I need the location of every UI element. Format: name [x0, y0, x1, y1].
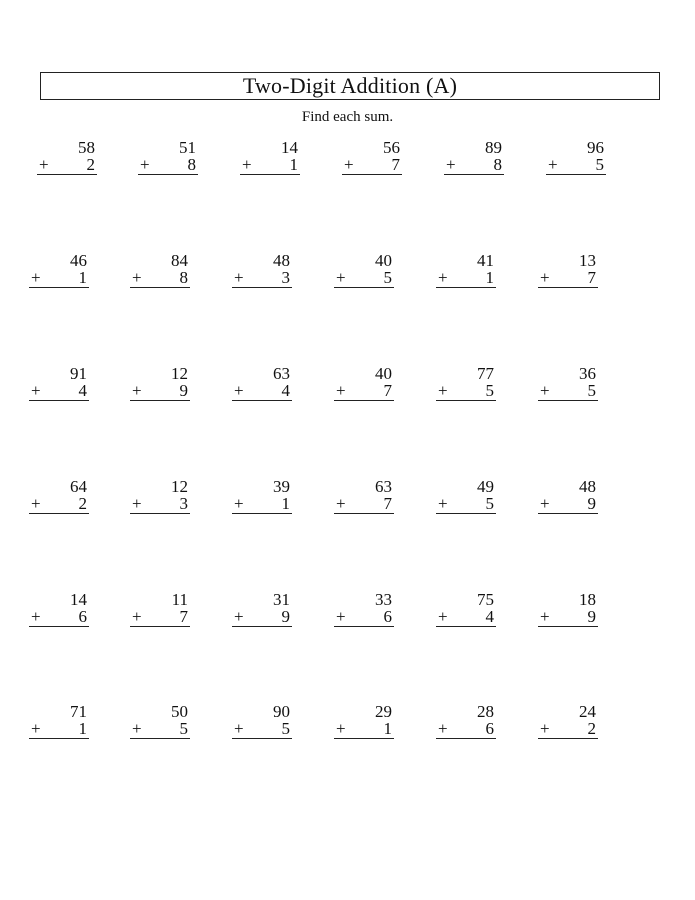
augend: 13	[579, 251, 596, 270]
augend: 96	[587, 138, 604, 157]
worksheet-title-box	[40, 72, 660, 100]
addend-line	[436, 608, 496, 627]
addend-line	[37, 156, 97, 175]
augend: 50	[171, 702, 188, 721]
addition-problem	[334, 252, 394, 288]
augend: 71	[70, 702, 87, 721]
addend: 8	[179, 268, 188, 287]
addition-problem	[37, 139, 97, 175]
addition-problem	[29, 252, 89, 288]
plus-sign: +	[132, 494, 142, 513]
augend: 49	[477, 477, 494, 496]
plus-sign: +	[234, 719, 244, 738]
addition-problem	[436, 252, 496, 288]
addend-line	[29, 720, 89, 739]
addition-problem	[232, 703, 292, 739]
addend-line	[546, 156, 606, 175]
augend: 84	[171, 251, 188, 270]
addition-problem	[546, 139, 606, 175]
augend: 41	[477, 251, 494, 270]
plus-sign: +	[540, 381, 550, 400]
addend-line	[240, 156, 300, 175]
plus-sign: +	[31, 381, 41, 400]
augend: 40	[375, 251, 392, 270]
plus-sign: +	[446, 155, 456, 174]
plus-sign: +	[31, 268, 41, 287]
plus-sign: +	[234, 268, 244, 287]
augend: 33	[375, 590, 392, 609]
addend: 3	[179, 494, 188, 513]
addend: 5	[587, 381, 596, 400]
plus-sign: +	[438, 494, 448, 513]
augend: 91	[70, 364, 87, 383]
plus-sign: +	[140, 155, 150, 174]
augend: 12	[171, 364, 188, 383]
addend: 7	[179, 607, 188, 626]
addend-line	[334, 608, 394, 627]
addend: 8	[493, 155, 502, 174]
addend-line	[130, 608, 190, 627]
addend-line	[130, 720, 190, 739]
addition-problem	[538, 591, 598, 627]
plus-sign: +	[548, 155, 558, 174]
addition-problem	[342, 139, 402, 175]
addend: 1	[383, 719, 392, 738]
addend: 1	[485, 268, 494, 287]
plus-sign: +	[438, 719, 448, 738]
addition-problem	[130, 252, 190, 288]
augend: 64	[70, 477, 87, 496]
plus-sign: +	[540, 268, 550, 287]
addend: 4	[78, 381, 87, 400]
plus-sign: +	[39, 155, 49, 174]
augend: 90	[273, 702, 290, 721]
plus-sign: +	[234, 607, 244, 626]
addend-line	[334, 720, 394, 739]
addition-problem	[334, 365, 394, 401]
addition-problem	[436, 703, 496, 739]
addend-line	[232, 720, 292, 739]
plus-sign: +	[242, 155, 252, 174]
addition-problem	[29, 478, 89, 514]
plus-sign: +	[336, 268, 346, 287]
addend: 6	[78, 607, 87, 626]
augend: 89	[485, 138, 502, 157]
addend-line	[444, 156, 504, 175]
addition-problem	[232, 252, 292, 288]
addend-line	[130, 269, 190, 288]
addend-line	[334, 382, 394, 401]
addend-line	[138, 156, 198, 175]
addition-problem	[232, 365, 292, 401]
augend: 18	[579, 590, 596, 609]
addition-problem	[538, 252, 598, 288]
addend-line	[538, 720, 598, 739]
augend: 48	[273, 251, 290, 270]
addend-line	[29, 608, 89, 627]
addend: 5	[179, 719, 188, 738]
addition-problem	[436, 365, 496, 401]
addend-line	[334, 495, 394, 514]
addition-problem	[538, 365, 598, 401]
plus-sign: +	[540, 607, 550, 626]
addend-line	[436, 720, 496, 739]
addend-line	[232, 495, 292, 514]
addition-problem	[334, 703, 394, 739]
plus-sign: +	[31, 607, 41, 626]
addend: 5	[485, 494, 494, 513]
addition-problem	[334, 591, 394, 627]
addition-problem	[538, 478, 598, 514]
addend: 7	[587, 268, 596, 287]
augend: 58	[78, 138, 95, 157]
addend-line	[232, 269, 292, 288]
addend-line	[29, 269, 89, 288]
plus-sign: +	[438, 268, 448, 287]
addition-problem	[444, 139, 504, 175]
plus-sign: +	[31, 719, 41, 738]
addend: 1	[289, 155, 298, 174]
augend: 51	[179, 138, 196, 157]
addend: 5	[595, 155, 604, 174]
augend: 48	[579, 477, 596, 496]
addition-problem	[29, 591, 89, 627]
plus-sign: +	[234, 494, 244, 513]
addend: 9	[281, 607, 290, 626]
augend: 63	[375, 477, 392, 496]
augend: 14	[70, 590, 87, 609]
addend: 2	[78, 494, 87, 513]
addend: 6	[383, 607, 392, 626]
augend: 75	[477, 590, 494, 609]
augend: 63	[273, 364, 290, 383]
augend: 29	[375, 702, 392, 721]
augend: 24	[579, 702, 596, 721]
addend: 3	[281, 268, 290, 287]
augend: 28	[477, 702, 494, 721]
addend: 5	[281, 719, 290, 738]
augend: 11	[171, 590, 188, 609]
augend: 39	[273, 477, 290, 496]
plus-sign: +	[344, 155, 354, 174]
addend-line	[130, 382, 190, 401]
plus-sign: +	[336, 719, 346, 738]
addend-line	[130, 495, 190, 514]
plus-sign: +	[540, 719, 550, 738]
addition-problem	[436, 591, 496, 627]
plus-sign: +	[438, 381, 448, 400]
addend-line	[334, 269, 394, 288]
augend: 77	[477, 364, 494, 383]
instructions: Find each sum.	[301, 109, 394, 125]
plus-sign: +	[336, 381, 346, 400]
addition-problem	[138, 139, 198, 175]
addend-line	[538, 269, 598, 288]
addend-line	[232, 608, 292, 627]
augend: 46	[70, 251, 87, 270]
addend: 8	[187, 155, 196, 174]
addend: 7	[383, 381, 392, 400]
augend: 40	[375, 364, 392, 383]
addend: 2	[86, 155, 95, 174]
addend: 7	[383, 494, 392, 513]
addend-line	[538, 382, 598, 401]
addend: 9	[587, 494, 596, 513]
addend-line	[436, 495, 496, 514]
addend-line	[436, 382, 496, 401]
addend: 1	[78, 268, 87, 287]
addend-line	[342, 156, 402, 175]
plus-sign: +	[132, 607, 142, 626]
plus-sign: +	[540, 494, 550, 513]
addition-problem	[29, 703, 89, 739]
addition-problem	[334, 478, 394, 514]
addition-problem	[29, 365, 89, 401]
addition-problem	[538, 703, 598, 739]
plus-sign: +	[234, 381, 244, 400]
augend: 36	[579, 364, 596, 383]
addend: 1	[281, 494, 290, 513]
plus-sign: +	[438, 607, 448, 626]
addition-problem	[436, 478, 496, 514]
addend: 5	[383, 268, 392, 287]
addition-problem	[130, 703, 190, 739]
worksheet-title: Two-Digit Addition (A)	[242, 73, 458, 98]
addend: 7	[391, 155, 400, 174]
addend-line	[29, 495, 89, 514]
addition-problem	[232, 478, 292, 514]
addend-line	[436, 269, 496, 288]
plus-sign: +	[132, 719, 142, 738]
plus-sign: +	[132, 381, 142, 400]
addend: 4	[485, 607, 494, 626]
augend: 14	[281, 138, 298, 157]
addition-problem	[240, 139, 300, 175]
plus-sign: +	[31, 494, 41, 513]
augend: 31	[273, 590, 290, 609]
augend: 12	[171, 477, 188, 496]
addend: 9	[587, 607, 596, 626]
plus-sign: +	[132, 268, 142, 287]
addend-line	[29, 382, 89, 401]
addition-problem	[232, 591, 292, 627]
addition-problem	[130, 591, 190, 627]
addend: 5	[485, 381, 494, 400]
augend: 56	[383, 138, 400, 157]
addend-line	[538, 608, 598, 627]
addend: 6	[485, 719, 494, 738]
addend-line	[538, 495, 598, 514]
addition-problem	[130, 365, 190, 401]
addend-line	[232, 382, 292, 401]
addend: 1	[78, 719, 87, 738]
addend: 2	[587, 719, 596, 738]
plus-sign: +	[336, 607, 346, 626]
plus-sign: +	[336, 494, 346, 513]
addend: 9	[179, 381, 188, 400]
addition-problem	[130, 478, 190, 514]
addend: 4	[281, 381, 290, 400]
